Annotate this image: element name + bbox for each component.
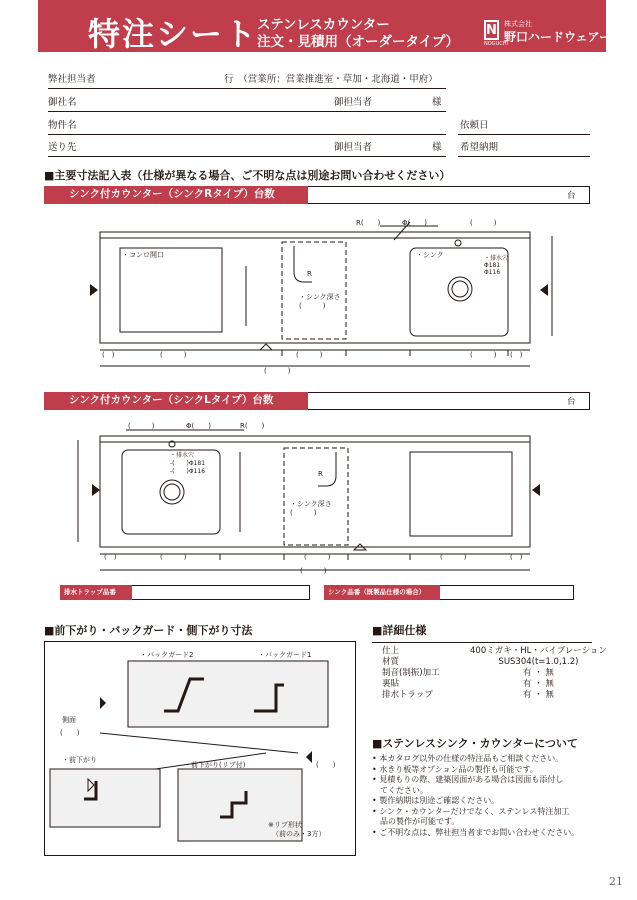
spec-row	[382, 679, 607, 690]
r-center-triangle-icon	[260, 344, 272, 350]
side-arrow-icon	[100, 697, 106, 709]
side-leader	[100, 733, 298, 753]
backguard2-label: ・バックガード2	[140, 651, 194, 659]
l-drain-181: -( )Φ181	[170, 460, 206, 467]
about-line: • 水きり板等オプション品の製作も可能です。	[372, 764, 538, 774]
r-faucet-hole	[455, 240, 461, 246]
spec-value: 有 ・ 無	[523, 679, 554, 689]
r-dim-total: ( )	[264, 367, 291, 375]
l-depth-label: ・シンク深さ	[290, 500, 332, 508]
request-date-label: 依頼日	[460, 120, 489, 131]
r-drain-116: Φ116	[484, 269, 501, 276]
main-dimension-title: ■主要寸法記入表（仕様が異なる場合、ご不明な点は別途お問い合わせください）	[44, 169, 451, 182]
spec-label: 制音(制振)加工	[382, 668, 440, 678]
page-number: 21	[609, 875, 623, 888]
honorific: 様	[432, 97, 442, 108]
sink-no-label: シンク品番（既製品仕様の場合）	[324, 585, 440, 600]
l-corner-label: R	[318, 470, 323, 478]
r-type-bar: シンク付カウンター（シンクRタイプ）台数	[44, 186, 308, 204]
about-line: てください。	[372, 785, 428, 795]
r-type-unit: 台	[567, 191, 576, 201]
front-drop-panel	[50, 769, 160, 827]
front-arrow-icon	[306, 751, 312, 763]
l-top-paren: ( )	[128, 422, 155, 430]
request-date-underline[interactable]	[458, 134, 590, 135]
r-dim-stove: ( )	[160, 351, 187, 359]
r-dim-sink: ( )	[470, 351, 497, 359]
about-list	[372, 754, 579, 838]
l-dim-right-box: ( )	[440, 553, 467, 561]
spec-table	[382, 646, 607, 701]
l-type-bar: シンク付カウンター（シンクLタイプ）台数	[44, 392, 308, 410]
rib-note-2: （前のみ・3方）	[272, 830, 326, 838]
spec-row	[382, 690, 607, 701]
r-sink-label: ・シンク	[416, 251, 444, 259]
r-drain-181: Φ181	[484, 262, 501, 269]
spec-label: 排水トラップ	[382, 690, 433, 700]
project-label: 物件名	[48, 120, 77, 131]
l-depth-paren: ( )	[290, 509, 317, 517]
about-title: ■ステンレスシンク・カウンターについて	[372, 737, 578, 750]
about-line: • シンク・カウンターだけでなく、ステンレス特注加工	[372, 806, 570, 816]
page-subtitle	[257, 17, 459, 51]
about-line: 品の製作が可能です。	[372, 817, 460, 826]
r-corner-label: R	[307, 270, 312, 278]
front-drop-rib-label: ・前下がり(リブ付)	[184, 761, 246, 769]
side-label: 側面	[62, 716, 76, 724]
logo-en: NOGUCHI	[484, 41, 508, 47]
r-stove-opening	[120, 248, 222, 332]
spec-label: 材質	[382, 657, 400, 667]
l-dim-total: ( )	[300, 567, 327, 575]
spec-rule	[372, 642, 592, 643]
r-left-arrow-icon	[90, 284, 98, 296]
side-paren: ( )	[60, 729, 80, 737]
send-to-label: 送り先	[48, 142, 77, 153]
r-dim-left: ( )	[102, 351, 115, 359]
front-section-diagram	[44, 641, 356, 856]
r-sink-depth-box	[282, 242, 346, 339]
company-label: 御社名	[48, 97, 77, 108]
logo-small-text: 株式会社	[504, 20, 532, 28]
l-drain-116: -( )Φ116	[170, 468, 206, 475]
l-dim-depth: ( )	[304, 553, 331, 561]
r-drain-inner	[452, 281, 468, 297]
rib-note-1: ※リブ形状	[268, 821, 302, 829]
spec-row	[382, 646, 607, 657]
l-dim-sink: ( )	[160, 553, 187, 561]
l-dim-right: ( )	[510, 553, 523, 561]
subtitle-line-2: 注文・見積用（オーダータイプ）	[257, 34, 459, 50]
about-line: • 見積もりの際、建築図面がある場合は図面も添付し	[372, 775, 564, 784]
front-section-title: ■前下がり・バックガード・側下がり寸法	[44, 624, 253, 637]
rep-underline	[48, 88, 446, 89]
r-top-phi: Φ( )	[402, 219, 427, 227]
spec-row	[382, 657, 607, 668]
page-title: 特注シート	[88, 15, 259, 53]
rep-suffix: 行 （営業所：営業推進室・草加・北海道・甲府）	[224, 74, 438, 85]
spec-row	[382, 668, 607, 679]
person-label: 御担当者	[334, 97, 373, 108]
l-right-opening	[410, 452, 512, 536]
l-right-arrow-icon	[532, 484, 540, 496]
about-line: • 製作納期は別途ご確認ください。	[372, 796, 500, 805]
side-right-paren: ( )	[316, 761, 336, 769]
spec-value: 400ミガキ・HL・バイブレーション	[470, 646, 607, 656]
r-top-paren: ( )	[470, 219, 497, 227]
spec-value: 有 ・ 無	[523, 690, 554, 700]
l-corner-r	[318, 452, 336, 486]
l-drain-inner	[164, 484, 180, 500]
r-stove-label: ・コンロ開口	[122, 251, 164, 259]
l-drain-text: ・排水穴	[170, 452, 195, 459]
r-top-r: R( )	[356, 219, 381, 227]
trap-label: 排水トラップ品番	[60, 585, 132, 600]
rep-label: 弊社担当者	[48, 74, 96, 85]
subtitle-line-1: ステンレスカウンター	[257, 17, 390, 33]
l-left-arrow-icon	[92, 484, 100, 496]
spec-title: ■詳細仕様	[372, 624, 427, 637]
r-right-arrow-icon	[540, 284, 548, 296]
spec-label: 裏貼	[382, 679, 400, 689]
delivery-label: 希望納期	[460, 142, 499, 153]
l-dim-left: ( )	[104, 553, 117, 561]
spec-value: 有 ・ 無	[523, 668, 554, 678]
front-drop-label: ・前下がり	[62, 756, 97, 764]
r-dim-right: ( )	[510, 351, 523, 359]
r-drain-label	[484, 255, 508, 276]
honorific-2: 様	[432, 142, 442, 153]
spec-label: 仕上	[382, 646, 400, 656]
send-to-underline[interactable]	[48, 156, 446, 157]
delivery-underline[interactable]	[458, 156, 590, 157]
backguard-panel	[128, 661, 328, 727]
l-type-unit: 台	[567, 397, 576, 407]
backguard1-label: ・バックガード1	[258, 651, 312, 659]
r-depth-label: ・シンク深さ	[299, 293, 341, 301]
about-line: • ご不明な点は、弊社担当者までお問い合わせください。	[372, 827, 580, 837]
l-drain-label	[170, 452, 205, 476]
project-underline[interactable]	[48, 134, 446, 135]
r-counter-outline	[100, 232, 530, 343]
r-depth-paren: ( )	[299, 302, 326, 310]
r-drain-text: ・排水穴	[484, 255, 509, 262]
about-line: • 本カタログ以外の仕様の特注品もご相談ください。	[372, 754, 564, 763]
company-underline[interactable]	[48, 111, 446, 112]
logo-mark-icon: N	[484, 20, 499, 40]
l-top-phi: Φ( )	[186, 422, 211, 430]
spec-value: SUS304(t=1.0,1.2)	[498, 657, 579, 667]
l-top-r: R( )	[240, 422, 265, 430]
person-label-2: 御担当者	[334, 142, 373, 153]
r-dim-sink-depth: ( )	[296, 351, 323, 359]
logo-name: 野口ハードウェアー	[504, 30, 612, 44]
l-sink-depth-box	[284, 448, 348, 545]
